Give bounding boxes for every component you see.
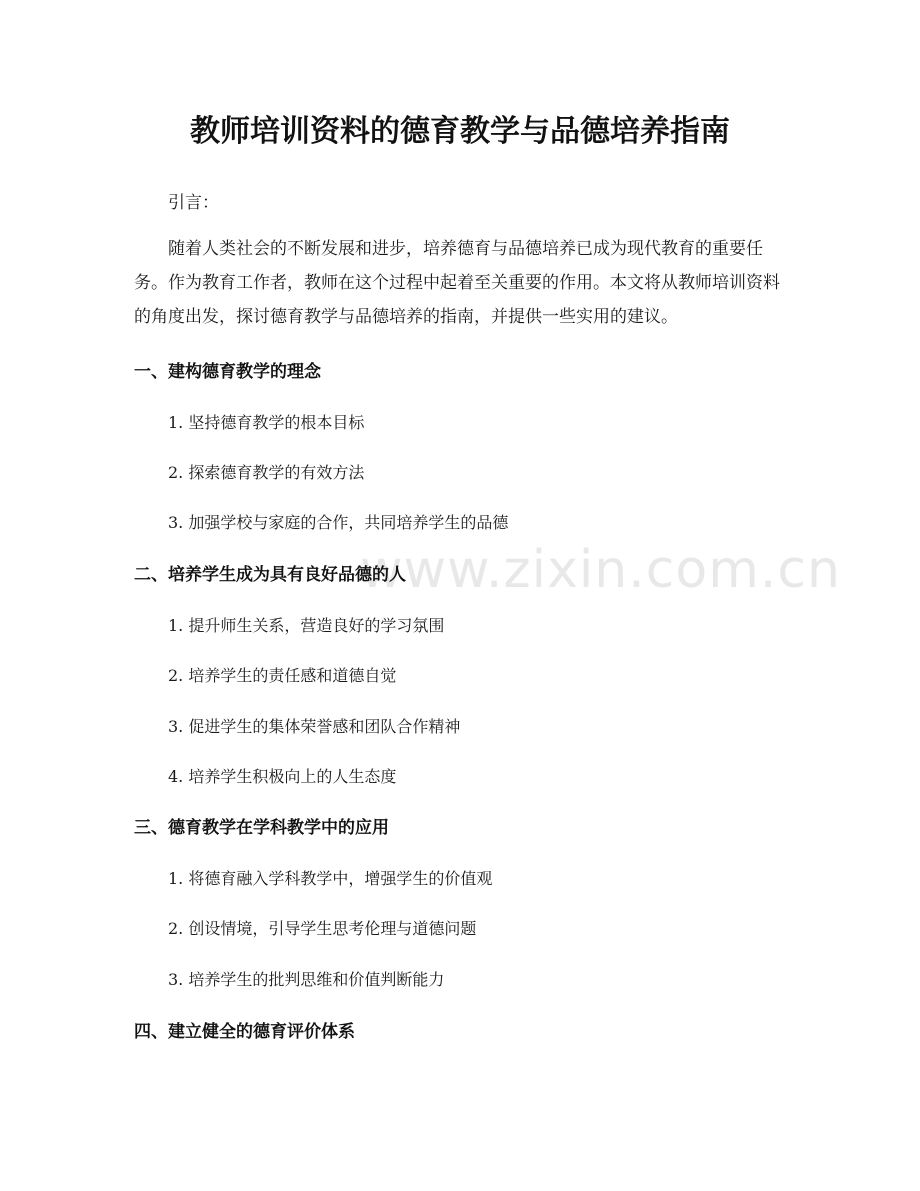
list-item: 1. 提升师生关系，营造良好的学习氛围 xyxy=(168,616,445,635)
list-item: 2. 创设情境，引导学生思考伦理与道德问题 xyxy=(168,919,477,938)
list-item: 1. 坚持德育教学的根本目标 xyxy=(168,413,365,432)
section-heading: 四、建立健全的德育评价体系 xyxy=(134,1022,355,1042)
list-item: 3. 加强学校与家庭的合作，共同培养学生的品德 xyxy=(168,513,509,532)
watermark: www.zixin.com.cn xyxy=(360,540,841,600)
section-heading: 二、培养学生成为具有良好品德的人 xyxy=(134,565,406,585)
section-heading: 三、德育教学在学科教学中的应用 xyxy=(134,818,389,838)
intro-paragraph: 随着人类社会的不断发展和进步，培养德育与品德培养已成为现代教育的重要任务。作为教育工作者，教师在这个过程中起着至关重要的作用。本文将从教师培训资料的角度出发，探讨德育教学与品德培养的指南，并提供一些实用的建议。 xyxy=(134,239,780,327)
list-item: 4. 培养学生积极向上的人生态度 xyxy=(168,767,397,786)
intro-label: 引言： xyxy=(168,193,219,213)
document-title: 教师培训资料的德育教学与品德培养指南 xyxy=(190,114,730,149)
list-item: 2. 探索德育教学的有效方法 xyxy=(168,463,365,482)
list-item: 2. 培养学生的责任感和道德自觉 xyxy=(168,666,397,685)
section-heading: 一、建构德育教学的理念 xyxy=(134,362,321,382)
list-item: 3. 培养学生的批判思维和价值判断能力 xyxy=(168,970,445,989)
list-item: 1. 将德育融入学科教学中，增强学生的价值观 xyxy=(168,869,493,888)
list-item: 3. 促进学生的集体荣誉感和团队合作精神 xyxy=(168,717,461,736)
